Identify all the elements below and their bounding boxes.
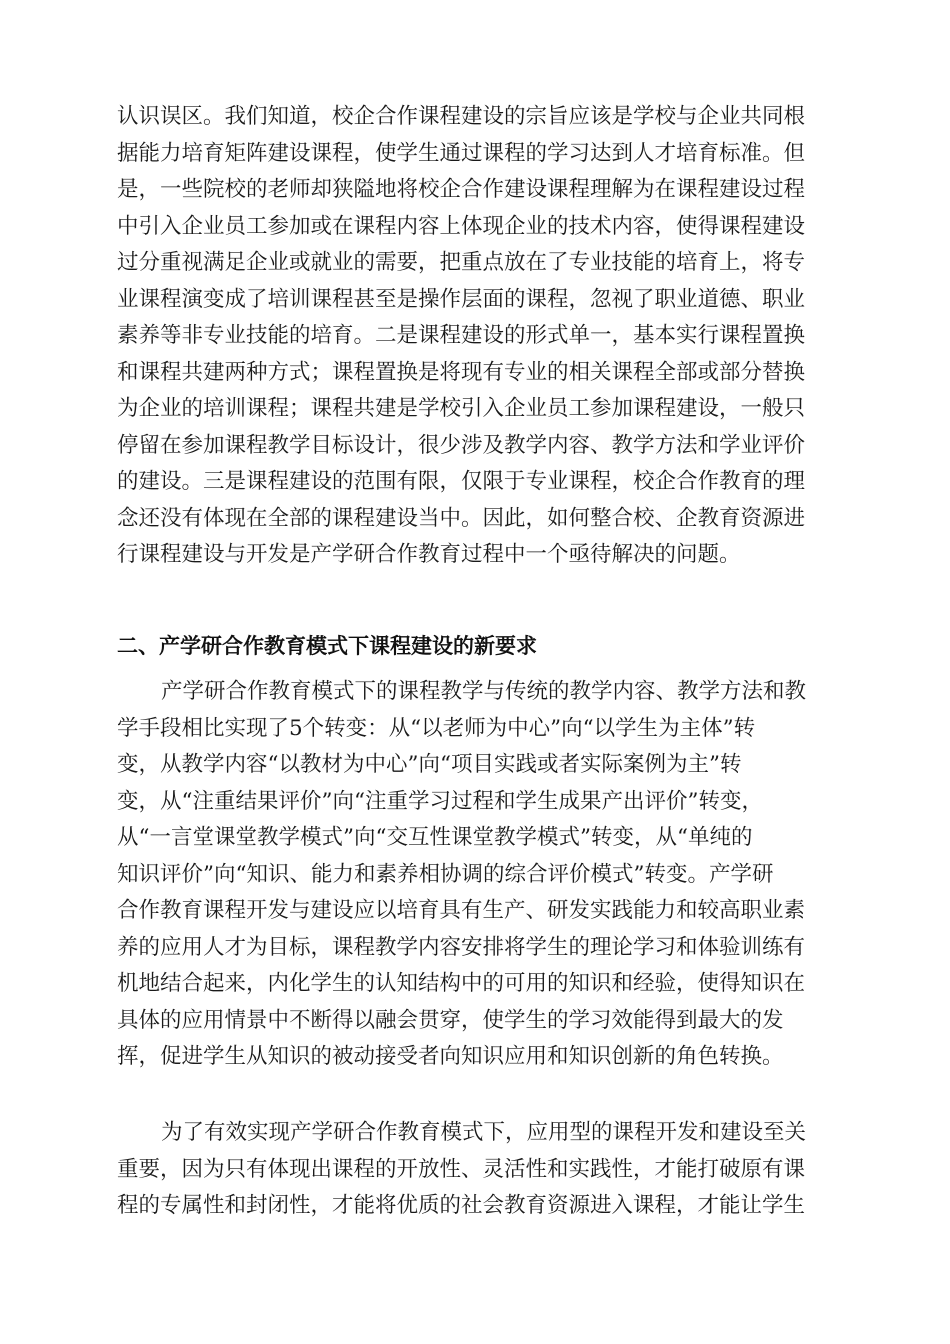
paragraph-1-line: 的建设。三是课程建设的范围有限，仅限于专业课程，校企合作教育的理 — [117, 469, 806, 494]
paragraph-1-line: 念还没有体现在全部的课程建设当中。因此，如何整合校、企教育资源进 — [117, 505, 806, 531]
paragraph-1-line: 素养等非专业技能的培育。二是课程建设的形式单一，基本实行课程置换 — [117, 323, 806, 348]
paragraph-2-line: 变，从“注重结果评价”向“注重学习过程和学生成果产出评价”转变， — [117, 788, 763, 814]
paragraph-2-line: 养的应用人才为目标，课程教学内容安排将学生的理论学习和体验训练有 — [117, 934, 806, 960]
paragraph-2-line: 合作教育课程开发与建设应以培育具有生产、研发实践能力和较高职业素 — [117, 898, 806, 923]
paragraph-1-line: 和课程共建两种方式；课程置换是将现有专业的相关课程全部或部分替换 — [117, 359, 806, 385]
paragraph-1-line: 中引入企业员工参加或在课程内容上体现企业的技术内容，使得课程建设 — [117, 213, 806, 239]
paragraph-3-line: 重要，因为只有体现出课程的开放性、灵活性和实践性，才能打破原有课 — [117, 1156, 806, 1182]
paragraph-2-line: 具体的应用情景中不断得以融会贯穿，使学生的学习效能得到最大的发 — [117, 1007, 784, 1033]
paragraph-1-line: 据能力培育矩阵建设课程，使学生通过课程的学习达到人才培育标准。但 — [117, 140, 806, 166]
paragraph-2 — [117, 674, 833, 1076]
paragraph-1 — [117, 99, 833, 574]
paragraph-2-line: 产学研合作教育模式下的课程教学与传统的教学内容、教学方法和教 — [161, 679, 807, 704]
paragraph-2-line: 挥，促进学生从知识的被动接受者向知识应用和知识创新的角色转换。 — [117, 1044, 784, 1069]
paragraph-1-line: 停留在参加课程教学目标设计，很少涉及教学内容、教学方法和学业评价 — [117, 432, 806, 458]
paragraph-1-line: 认识误区。我们知道，校企合作课程建设的宗旨应该是学校与企业共同根 — [117, 104, 806, 129]
paragraph-2-line: 变，从教学内容“以教材为中心”向“项目实践或者实际案例为主”转 — [117, 752, 742, 777]
paragraph-3 — [117, 1115, 833, 1225]
paragraph-3-line: 为了有效实现产学研合作教育模式下，应用型的课程开发和建设至关 — [161, 1120, 807, 1145]
section-heading: 二、产学研合作教育模式下课程建设的新要求 — [117, 634, 537, 658]
paragraph-1-line: 是，一些院校的老师却狭隘地将校企合作建设课程理解为在课程建设过程 — [117, 177, 806, 202]
paragraph-2-line: 从“一言堂课堂教学模式”向“交互性课堂教学模式”转变，从“单纯的 — [117, 825, 753, 850]
paragraph-1-line: 行课程建设与开发是产学研合作教育过程中一个亟待解决的问题。 — [117, 542, 741, 567]
paragraph-2-line: 机地结合起来，内化学生的认知结构中的可用的知识和经验，使得知识在 — [117, 971, 806, 996]
paragraph-3-line: 程的专属性和封闭性，才能将优质的社会教育资源进入课程，才能让学生 — [117, 1193, 806, 1218]
paragraph-1-line: 为企业的培训课程；课程共建是学校引入企业员工参加课程建设，一般只 — [117, 396, 806, 421]
paragraph-2-line: 学手段相比实现了5个转变：从“以老师为中心”向“以学生为主体”转 — [117, 715, 756, 741]
paragraph-1-line: 业课程演变成了培训课程甚至是操作层面的课程，忽视了职业道德、职业 — [117, 286, 806, 312]
paragraph-2-line: 知识评价”向“知识、能力和素养相协调的综合评价模式”转变。产学研 — [117, 861, 774, 887]
paragraph-1-line: 过分重视满足企业或就业的需要，把重点放在了专业技能的培育上，将专 — [117, 250, 806, 275]
